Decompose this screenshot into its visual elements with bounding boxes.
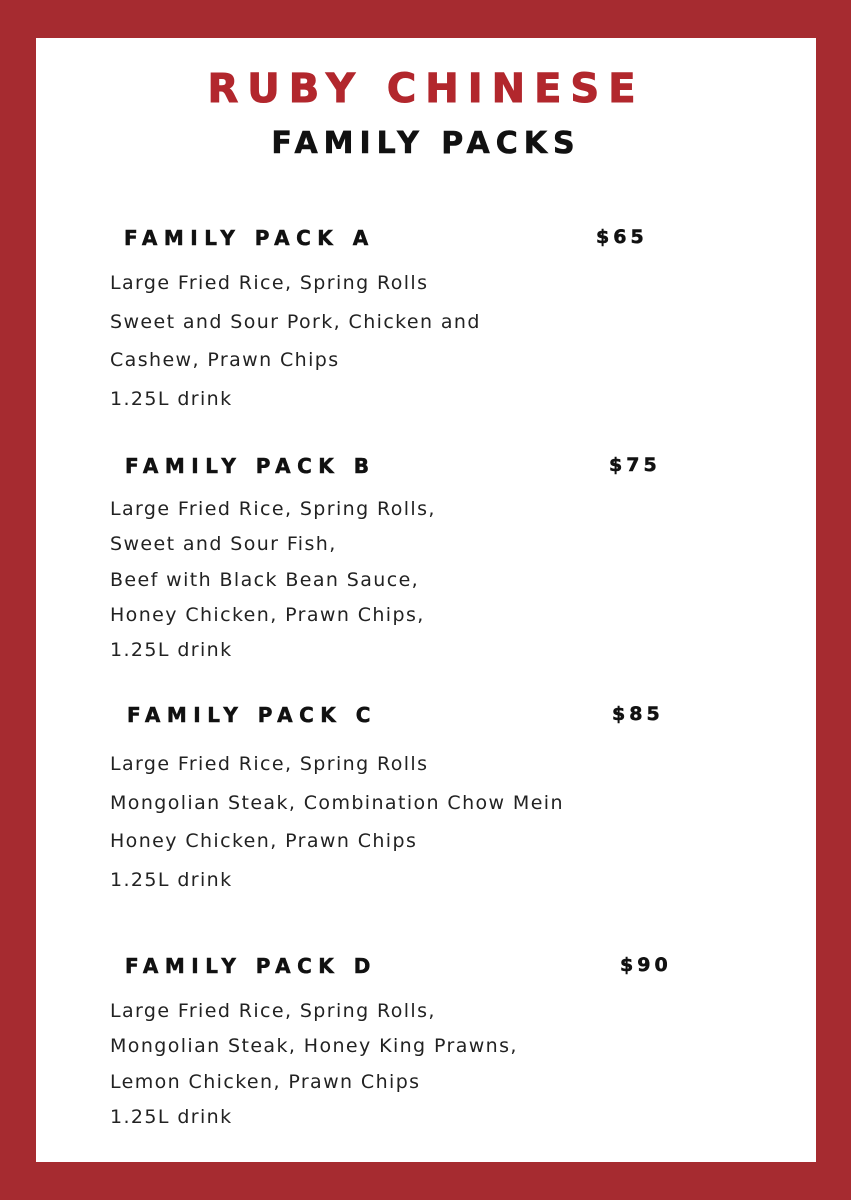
- list-item: Large Fried Rice, Spring Rolls,: [110, 498, 436, 520]
- list-item: Large Fried Rice, Spring Rolls: [110, 272, 429, 294]
- list-item: Beef with Black Bean Sauce,: [110, 568, 420, 591]
- list-item: 1.25L drink: [110, 639, 233, 662]
- list-item: Large Fried Rice, Spring Rolls,: [110, 1000, 436, 1022]
- list-item: Large Fried Rice, Spring Rolls: [110, 753, 429, 775]
- list-item: Cashew, Prawn Chips: [110, 349, 340, 371]
- list-item: Sweet and Sour Fish,: [110, 533, 337, 556]
- list-item: Sweet and Sour Pork, Chicken and: [110, 310, 481, 333]
- restaurant-title: RUBY CHINESE: [207, 66, 645, 112]
- list-item: Mongolian Steak, Honey King Prawns,: [110, 1035, 518, 1058]
- list-item: Honey Chicken, Prawn Chips: [110, 830, 418, 852]
- pack-name: FAMILY PACK D: [125, 954, 377, 978]
- menu-subtitle: FAMILY PACKS: [271, 126, 581, 161]
- pack-price: $90: [620, 954, 672, 976]
- list-item: 1.25L drink: [110, 387, 233, 410]
- pack-price: $65: [596, 226, 648, 248]
- pack-items: [110, 492, 436, 668]
- list-item: 1.25L drink: [110, 1105, 233, 1128]
- list-item: Honey Chicken, Prawn Chips,: [110, 603, 425, 626]
- pack-items: [110, 994, 518, 1135]
- pack-items: [110, 745, 564, 899]
- pack-name: FAMILY PACK C: [127, 703, 377, 727]
- pack-name: FAMILY PACK B: [125, 454, 376, 478]
- pack-items: [110, 264, 481, 418]
- pack-price: $75: [609, 454, 661, 476]
- list-item: Mongolian Steak, Combination Chow Mein: [110, 791, 564, 814]
- list-item: 1.25L drink: [110, 868, 233, 891]
- menu-sheet: [36, 38, 816, 1162]
- pack-price: $85: [612, 703, 664, 725]
- list-item: Lemon Chicken, Prawn Chips: [110, 1070, 421, 1093]
- pack-name: FAMILY PACK A: [124, 226, 375, 250]
